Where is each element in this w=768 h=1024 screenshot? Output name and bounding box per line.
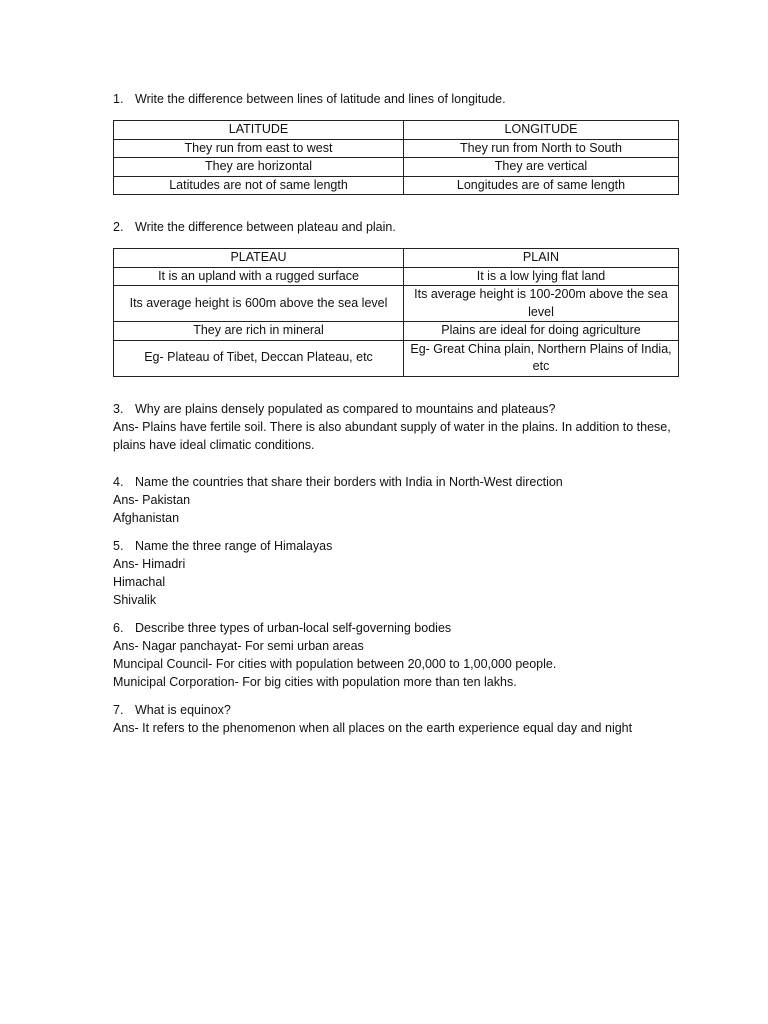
question-text: Name the three range of Himalayas [135, 538, 333, 553]
table-header: LATITUDE [114, 121, 404, 140]
answer-line: Shivalik [113, 592, 157, 607]
plateau-plain-table [113, 248, 679, 377]
question-5 [113, 537, 679, 555]
question-number: 7. [113, 702, 124, 717]
question-text: Write the difference between plateau and plain. [135, 220, 396, 234]
answer-line: Ans- Plains have fertile soil. There is also abundant supply of water in the plains. In addition to these, [113, 419, 671, 434]
table-header-row [114, 121, 679, 140]
table-header: LONGITUDE [404, 121, 679, 140]
answer-line: Himachal [113, 574, 166, 589]
table-row [114, 286, 679, 322]
question-text: Name the countries that share their borders with India in North-West direction [135, 474, 563, 489]
answer-line: Ans- Pakistan [113, 492, 191, 507]
table-cell: Latitudes are not of same length [114, 176, 404, 195]
table-cell: They run from North to South [404, 139, 679, 158]
table-cell: They are vertical [404, 158, 679, 177]
table-row [114, 176, 679, 195]
question-3 [113, 400, 679, 418]
table-row [114, 267, 679, 286]
table-cell: Its average height is 600m above the sea level [114, 286, 404, 322]
table-cell: They run from east to west [114, 139, 404, 158]
latitude-longitude-table [113, 120, 679, 195]
table-row [114, 340, 679, 376]
question-1 [113, 90, 679, 108]
question-text: Describe three types of urban-local self-governing bodies [135, 620, 452, 635]
table-cell: It is a low lying flat land [404, 267, 679, 286]
answer-line: Ans- It refers to the phenomenon when all places on the earth experience equal day and night [113, 720, 633, 735]
question-7 [113, 701, 679, 719]
table-header: PLAIN [404, 249, 679, 268]
answer-line: Municipal Corporation- For big cities with population more than ten lakhs. [113, 674, 517, 689]
question-number: 6. [113, 620, 124, 635]
question-4 [113, 473, 679, 491]
table-header-row [114, 249, 679, 268]
table-row [114, 322, 679, 341]
table-cell: They are rich in mineral [114, 322, 404, 341]
table-cell: Its average height is 100-200m above the sea level [404, 286, 679, 322]
table-row [114, 139, 679, 158]
answer-line: Muncipal Council- For cities with population between 20,000 to 1,00,000 people. [113, 656, 557, 671]
question-number: 4. [113, 474, 124, 489]
table-cell: It is an upland with a rugged surface [114, 267, 404, 286]
question-number: 5. [113, 538, 124, 553]
table-row [114, 158, 679, 177]
table-cell: Longitudes are of same length [404, 176, 679, 195]
table-cell: Eg- Great China plain, Northern Plains of India, etc [404, 340, 679, 376]
table-cell: Plains are ideal for doing agriculture [404, 322, 679, 341]
question-text: What is equinox? [135, 702, 231, 717]
table-cell: They are horizontal [114, 158, 404, 177]
table-header: PLATEAU [114, 249, 404, 268]
question-number: 1. [113, 92, 124, 106]
question-number: 2. [113, 220, 124, 234]
answer-line: plains have ideal climatic conditions. [113, 437, 315, 452]
answer-line: Afghanistan [113, 510, 180, 525]
question-2 [113, 218, 679, 236]
question-6 [113, 619, 679, 637]
document-page [113, 90, 679, 737]
question-text: Write the difference between lines of latitude and lines of longitude. [135, 92, 506, 106]
answer-line: Ans- Nagar panchayat- For semi urban areas [113, 638, 364, 653]
table-cell: Eg- Plateau of Tibet, Deccan Plateau, etc [114, 340, 404, 376]
question-number: 3. [113, 401, 124, 416]
question-text: Why are plains densely populated as compared to mountains and plateaus? [135, 401, 556, 416]
answer-line: Ans- Himadri [113, 556, 186, 571]
